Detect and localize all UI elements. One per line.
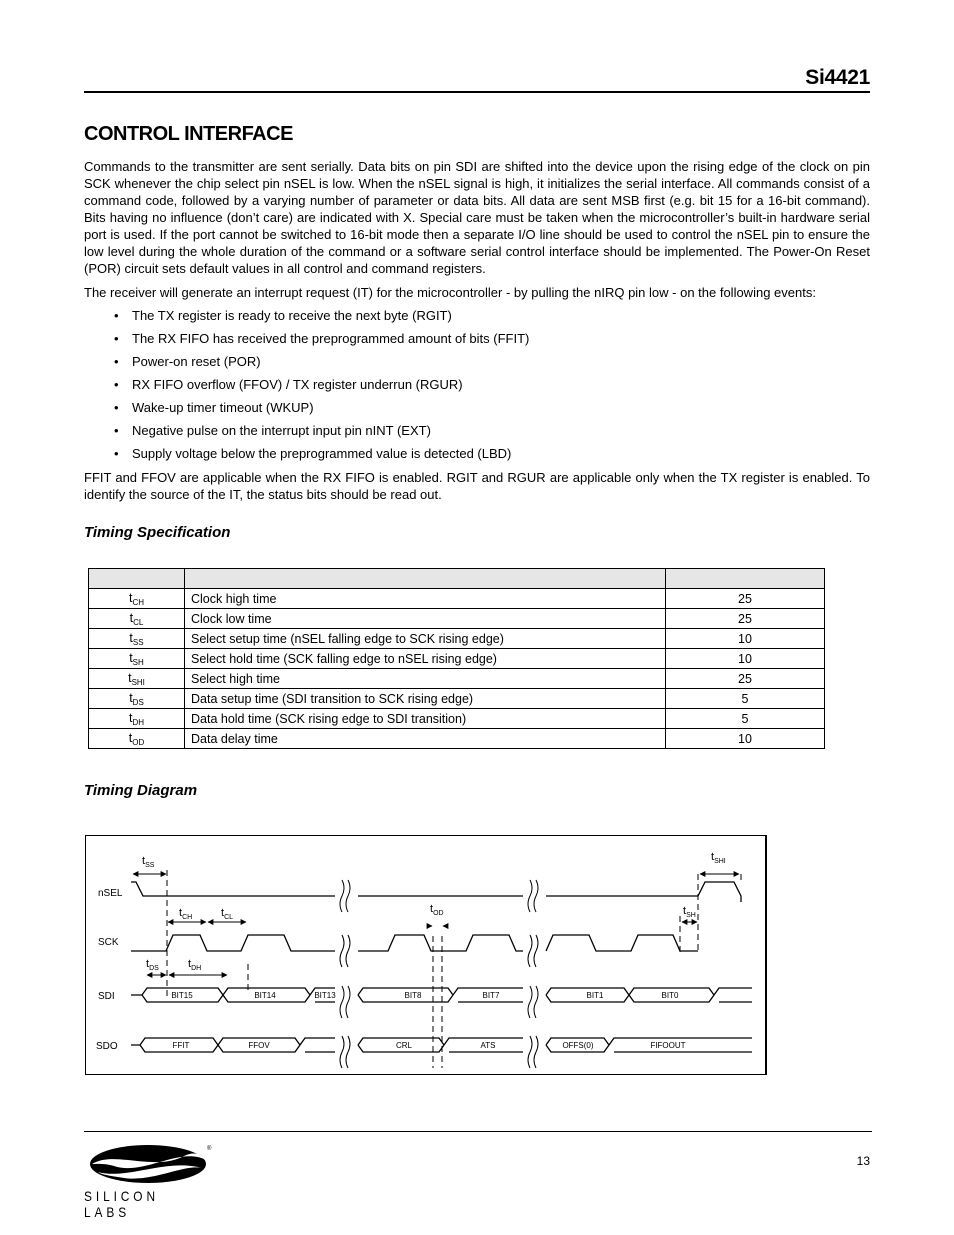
sdi-bit-label: BIT7 — [482, 991, 500, 1000]
param-symbol: $t_{DH}$ — [89, 709, 185, 729]
silicon-labs-logo — [84, 1142, 214, 1220]
param-description: Select hold time (SCK falling edge to nSEL rising edge) — [185, 649, 666, 669]
sdo-waveform — [358, 1038, 523, 1052]
logo-text: SILICON LABS — [84, 1188, 159, 1220]
sdo-bit-label: OFFS(0) — [562, 1041, 594, 1050]
tshi-label: $t_{SHI}$ — [711, 851, 726, 865]
tod-label: $t_{OD}$ — [430, 903, 444, 917]
sdi-bit-label: BIT1 — [586, 991, 604, 1000]
list-item: • The TX register is ready to receive the next byte (RGIT) — [112, 306, 529, 329]
timing-spec-table — [88, 568, 825, 749]
param-value: 25 — [666, 669, 825, 689]
sck-waveform — [131, 935, 335, 951]
list-item: • The RX FIFO has received the preprogrammed amount of bits (FFIT) — [112, 329, 529, 352]
sdi-waveform — [546, 988, 752, 1002]
signal-label-sck: SCK — [98, 937, 119, 948]
table-header-row — [89, 569, 825, 589]
table-header-cell — [89, 569, 185, 589]
param-description: Select high time — [185, 669, 666, 689]
tds-label: $t_{DS}$ — [146, 958, 159, 972]
signal-label-sdo: SDO — [96, 1041, 118, 1052]
param-description: Clock low time — [185, 609, 666, 629]
signal-label-nsel: nSEL — [98, 888, 123, 899]
param-value: 25 — [666, 609, 825, 629]
param-value: 10 — [666, 649, 825, 669]
sdo-bit-label: ATS — [480, 1041, 496, 1050]
sdi-bit-label: BIT14 — [254, 991, 276, 1000]
param-symbol: $t_{SS}$ — [89, 629, 185, 649]
param-value: 10 — [666, 729, 825, 749]
page-number: 13 — [856, 1154, 870, 1168]
signal-label-sdi: SDI — [98, 991, 115, 1002]
table-header-cell — [666, 569, 825, 589]
tcl-label: $t_{CL}$ — [221, 907, 234, 921]
list-item: • Wake-up timer timeout (WKUP) — [112, 398, 529, 421]
timing-spec-heading: Timing Specification — [84, 524, 231, 541]
sdo-bit-label: FFOV — [248, 1041, 270, 1050]
timing-diagram-heading: Timing Diagram — [84, 782, 198, 799]
param-value: 10 — [666, 629, 825, 649]
param-description: Data delay time — [185, 729, 666, 749]
param-value: 5 — [666, 689, 825, 709]
tsh-label: $t_{SH}$ — [683, 905, 696, 919]
param-symbol: $t_{DS}$ — [89, 689, 185, 709]
sdo-bit-label: FIFOOUT — [650, 1041, 686, 1050]
section-title: CONTROL INTERFACE — [84, 123, 293, 145]
param-symbol: $t_{SH}$ — [89, 649, 185, 669]
param-symbol: $t_{CH}$ — [89, 589, 185, 609]
paragraph-interrupt: The receiver will generate an interrupt request (IT) for the microcontroller - by pulling the nIRQ pin low - on the following events: — [84, 285, 816, 300]
sck-waveform — [358, 935, 523, 951]
sck-waveform — [546, 935, 698, 951]
param-symbol: $t_{SHI}$ — [89, 669, 185, 689]
param-value: 25 — [666, 589, 825, 609]
interrupt-event-list — [112, 306, 529, 467]
tch-label: $t_{CH}$ — [179, 907, 193, 921]
param-description: Data setup time (SDI transition to SCK rising edge) — [185, 689, 666, 709]
sdi-bit-label: BIT15 — [171, 991, 193, 1000]
header-title: Si4421 — [805, 66, 870, 89]
table-row — [89, 709, 825, 729]
param-description: Select setup time (nSEL falling edge to SCK rising edge) — [185, 629, 666, 649]
paragraph-intro: Commands to the transmitter are sent serially. Data bits on pin SDI are shifted into the device upon the rising edge of the clock on pin SCK whenever the chip select pin nSEL is low. When the nSEL signal is high, it initializes the serial interface. All commands consist of a command code, followed by a varying number of parameter or data bits. All data are sent MSB first (e.g. bit 15 for a 16-bit command). Bits having no influence (don’t care) are indicated with X. Special care must be taken when the microcontroller’s built-in hardware serial port is used. If the port cannot be switched to 16-bit mode then a separate I/O line should be used to control the nSEL pin to ensure the low level during the whole duration of the command or a software serial control interface should be implemented. The Power-On Reset (POR) circuit sets default values in all control and command registers. — [84, 159, 870, 276]
table-row — [89, 589, 825, 609]
sdi-bit-label: BIT8 — [404, 991, 422, 1000]
sdo-bit-label: CRL — [395, 1041, 413, 1050]
list-item: • Power-on reset (POR) — [112, 352, 529, 375]
sdo-bit-label: FFIT — [172, 1041, 190, 1050]
timing-arrows — [133, 874, 739, 975]
svg-text:®: ® — [207, 1146, 212, 1152]
tdh-label: $t_{DH}$ — [188, 958, 202, 972]
table-row — [89, 649, 825, 669]
sdi-bit-label: BIT13 — [314, 991, 336, 1000]
table-row — [89, 669, 825, 689]
nsel-waveform — [546, 882, 741, 902]
break-marks — [340, 880, 538, 1068]
sdo-waveform — [131, 1038, 335, 1052]
table-row — [89, 629, 825, 649]
param-symbol: $t_{OD}$ — [89, 729, 185, 749]
footer-rule — [84, 1131, 872, 1132]
table-header-cell — [185, 569, 666, 589]
header-rule — [84, 91, 870, 93]
list-item: • RX FIFO overflow (FFOV) / TX register underrun (RGUR) — [112, 375, 529, 398]
paragraph-status: FFIT and FFOV are applicable when the RX FIFO is enabled. RGIT and RGUR are applicable only when the TX register is enabled. To identify the source of the IT, the status bits should be read out. — [84, 470, 870, 502]
param-description: Data hold time (SCK rising edge to SDI transition) — [185, 709, 666, 729]
timing-diagram — [86, 836, 766, 1074]
table-row — [89, 729, 825, 749]
table-row — [89, 689, 825, 709]
sdi-bit-label: BIT0 — [661, 991, 679, 1000]
tss-label: $t_{SS}$ — [142, 855, 155, 869]
table-row — [89, 609, 825, 629]
nsel-waveform — [131, 882, 335, 896]
param-symbol: $t_{CL}$ — [89, 609, 185, 629]
param-value: 5 — [666, 709, 825, 729]
timing-diagram-frame — [85, 835, 767, 1075]
list-item: • Supply voltage below the preprogrammed value is detected (LBD) — [112, 444, 529, 467]
sdi-waveform — [131, 988, 335, 1002]
list-item: • Negative pulse on the interrupt input pin nINT (EXT) — [112, 421, 529, 444]
param-description: Clock high time — [185, 589, 666, 609]
